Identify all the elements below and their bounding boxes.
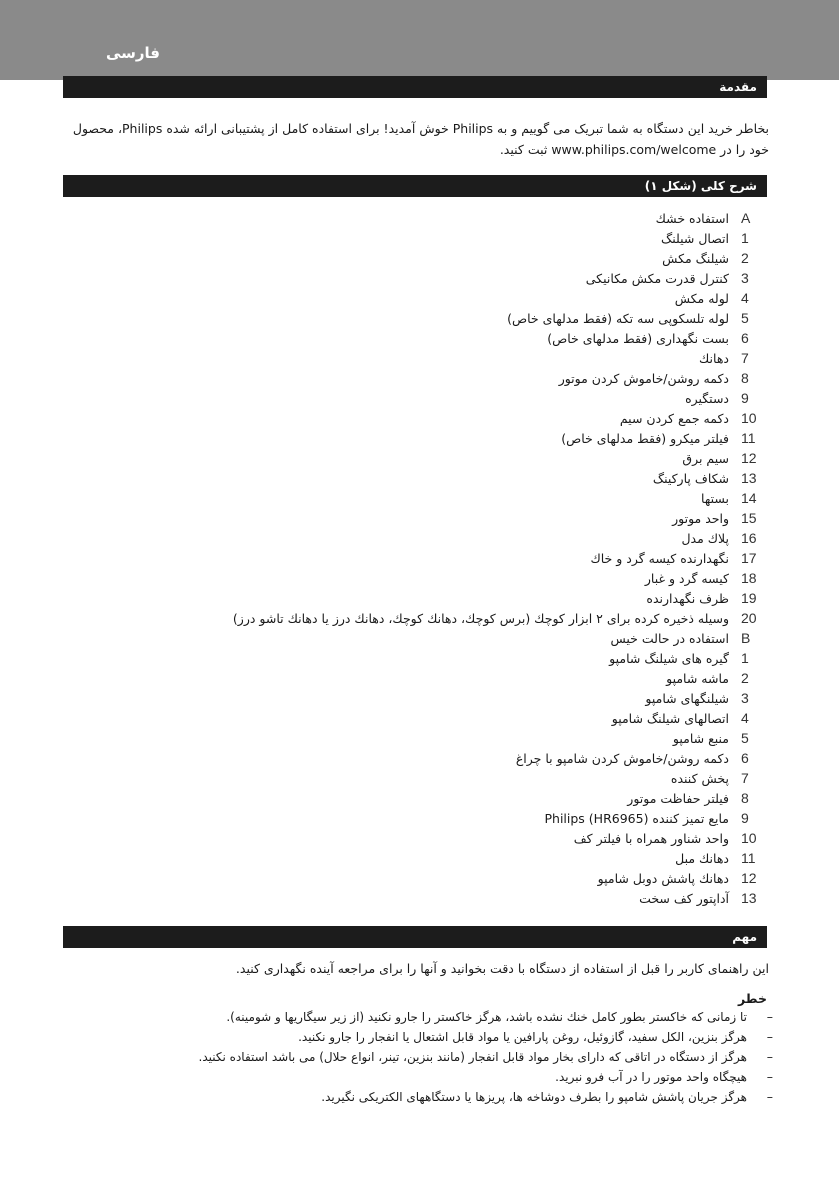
item-code: 11 [741,850,756,866]
item-label: فیلتر میکرو (فقط مدلهای خاص) [561,430,729,446]
item-label: دکمه روشن/خاموش کردن شامپو با چراغ [515,750,729,766]
warning-item [0,1007,839,1027]
item-code: 9 [741,390,749,406]
list-item [151,308,771,328]
item-label: دهانك پاشش دوبل شامپو [597,870,729,886]
item-code: 15 [741,510,757,526]
warning-text: هرگز جریان پاشش شامپو را بطرف دوشاخه ها، پریزها یا دستگاههای الکتریکی نگیرید. [321,1090,747,1104]
item-code: 5 [741,310,749,326]
item-label: نگهدارنده کیسه گرد و خاك [590,550,729,566]
item-code: 1 [741,650,749,666]
list-item [151,268,771,288]
item-code: 3 [741,270,749,286]
important-heading: مهم [732,930,757,944]
item-code: 1 [741,230,749,246]
item-label: شکاف پارکینگ [652,470,729,486]
list-item [151,428,771,448]
item-code: 3 [741,690,749,706]
list-item [151,788,771,808]
item-label: فیلتر حفاظت موتور [627,790,729,806]
item-code: 14 [741,490,757,506]
bullet-dash: – [766,1089,773,1104]
list-item [151,588,771,608]
warning-item [0,1027,839,1047]
list-item [151,208,771,228]
list-item [151,808,771,828]
item-code: 10 [741,830,757,846]
item-label: اتصال شیلنگ [661,230,729,246]
list-item [151,828,771,848]
intro-paragraph: بخاطر خرید این دستگاه به شما تبریک می گوییم و به Philips خوش آمدید! برای استفاده کامل از پشتیبانی ارائه شده Philips، محصول خود را در www.philips.com/welcome ثبت کنید. [72,121,769,157]
item-label: اتصالهای شیلنگ شامپو [611,710,729,726]
item-label: شیلنگهای شامپو [645,690,729,706]
top-band [0,0,839,80]
list-item [151,648,771,668]
item-label: استفاده خشك [655,210,729,226]
item-label: شیلنگ مکش [662,250,729,266]
bullet-dash: – [766,1049,773,1064]
item-label: واحد موتور [672,510,729,526]
danger-heading: خطر [738,991,767,1006]
list-item [151,868,771,888]
list-item [151,628,771,648]
item-label: بست نگهداری (فقط مدلهای خاص) [547,330,729,346]
section-bar-overview [63,175,767,197]
item-code: 4 [741,710,749,726]
list-item [151,688,771,708]
item-code: 2 [741,250,749,266]
item-code: 10 [741,410,757,426]
item-label: پخش کننده [670,770,729,786]
item-label: کنترل قدرت مکش مکانیکی [585,270,729,286]
item-code: 16 [741,530,757,546]
item-code: 7 [741,770,749,786]
warning-text: هیچگاه واحد موتور را در آب فرو نبرید. [555,1070,747,1084]
item-code: A [741,210,751,226]
item-code: 2 [741,670,749,686]
item-code: 12 [741,870,757,886]
warning-item [0,1067,839,1087]
danger-list [0,1007,839,1107]
item-label: وسیله ذخیره کرده برای ۲ ابزار کوچك (برس کوچك، دهانك کوچك، دهانك درز یا دهانك تاشو درز) [232,610,729,626]
list-item [151,248,771,268]
list-item [151,468,771,488]
list-item [151,568,771,588]
item-label: سیم برق [682,450,729,466]
warning-text: تا زمانی که خاکستر بطور کامل خنك نشده باشد، هرگز خاکستر را جارو نکنید (از زیر سیگاریها و شومینه). [226,1010,747,1024]
warning-text: هرگز از دستگاه در اتاقی که دارای بخار مواد قابل انفجار (مانند بنزین، تینر، انواع حلال) می باشد استفاده نکنید. [198,1050,747,1064]
list-item [151,388,771,408]
bullet-dash: – [766,1069,773,1084]
item-code: 17 [741,550,757,566]
bullet-dash: – [766,1029,773,1044]
item-label: بستها [701,490,729,506]
list-item [151,548,771,568]
list-item [151,528,771,548]
language-label: فارسی [105,44,160,62]
item-label: دکمه روشن/خاموش کردن موتور [558,370,729,386]
list-item [151,748,771,768]
overview-list [151,208,771,908]
warning-item [0,1087,839,1107]
item-code: 4 [741,290,749,306]
list-item [151,848,771,868]
list-item [151,448,771,468]
overview-heading: شرح کلی (شکل ۱) [644,179,757,193]
item-label: استفاده در حالت خیس [610,630,729,646]
item-code: 5 [741,730,749,746]
list-item [151,348,771,368]
item-code: 12 [741,450,757,466]
item-label: واحد شناور همراه با فیلتر کف [573,830,729,846]
section-bar-important [63,926,767,948]
list-item [151,488,771,508]
list-item [151,888,771,908]
item-code: 6 [741,330,749,346]
item-code: 9 [741,810,749,826]
item-code: 13 [741,470,757,486]
item-code: 13 [741,890,757,906]
item-code: B [741,630,751,646]
item-label: مایع تمیز کننده (HR6965) Philips [544,810,729,826]
item-label: دهانك مبل [675,850,729,866]
item-code: 20 [741,610,757,626]
item-label: دستگیره [685,390,729,406]
list-item [151,608,771,628]
item-code: 19 [741,590,757,606]
item-label: منبع شامپو [672,730,729,746]
item-label: ظرف نگهدارنده [646,590,729,606]
item-label: دهانك [699,350,729,366]
item-label: کیسه گرد و غبار [644,570,729,586]
item-code: 8 [741,790,749,806]
item-code: 8 [741,370,749,386]
item-code: 11 [741,430,756,446]
item-code: 7 [741,350,749,366]
bullet-dash: – [766,1009,773,1024]
item-code: 18 [741,570,757,586]
item-label: لوله تلسکوپی سه تکه (فقط مدلهای خاص) [507,310,729,326]
item-label: پلاك مدل [681,530,729,546]
important-paragraph: این راهنمای کاربر را قبل از استفاده از دستگاه با دقت بخوانید و آنها را برای مراجعه آینده نگهداری کنید. [235,961,769,976]
warning-text: هرگز بنزین، الکل سفید، گازوئیل، روغن پارافین یا مواد قابل اشتعال یا انفجار را جارو نکنید. [298,1030,747,1044]
warning-item [0,1047,839,1067]
section-bar-intro [63,76,767,98]
item-label: دکمه جمع کردن سیم [619,410,729,426]
list-item [151,728,771,748]
list-item [151,668,771,688]
item-label: ماشه شامپو [666,670,729,686]
list-item [151,508,771,528]
item-code: 6 [741,750,749,766]
item-label: آداپتور کف سخت [639,890,729,906]
item-label: گیره های شیلنگ شامپو [609,650,729,666]
list-item [151,408,771,428]
list-item [151,228,771,248]
list-item [151,768,771,788]
list-item [151,708,771,728]
item-label: لوله مکش [674,290,729,306]
list-item [151,328,771,348]
intro-heading: مقدمة [719,80,757,94]
list-item [151,368,771,388]
list-item [151,288,771,308]
